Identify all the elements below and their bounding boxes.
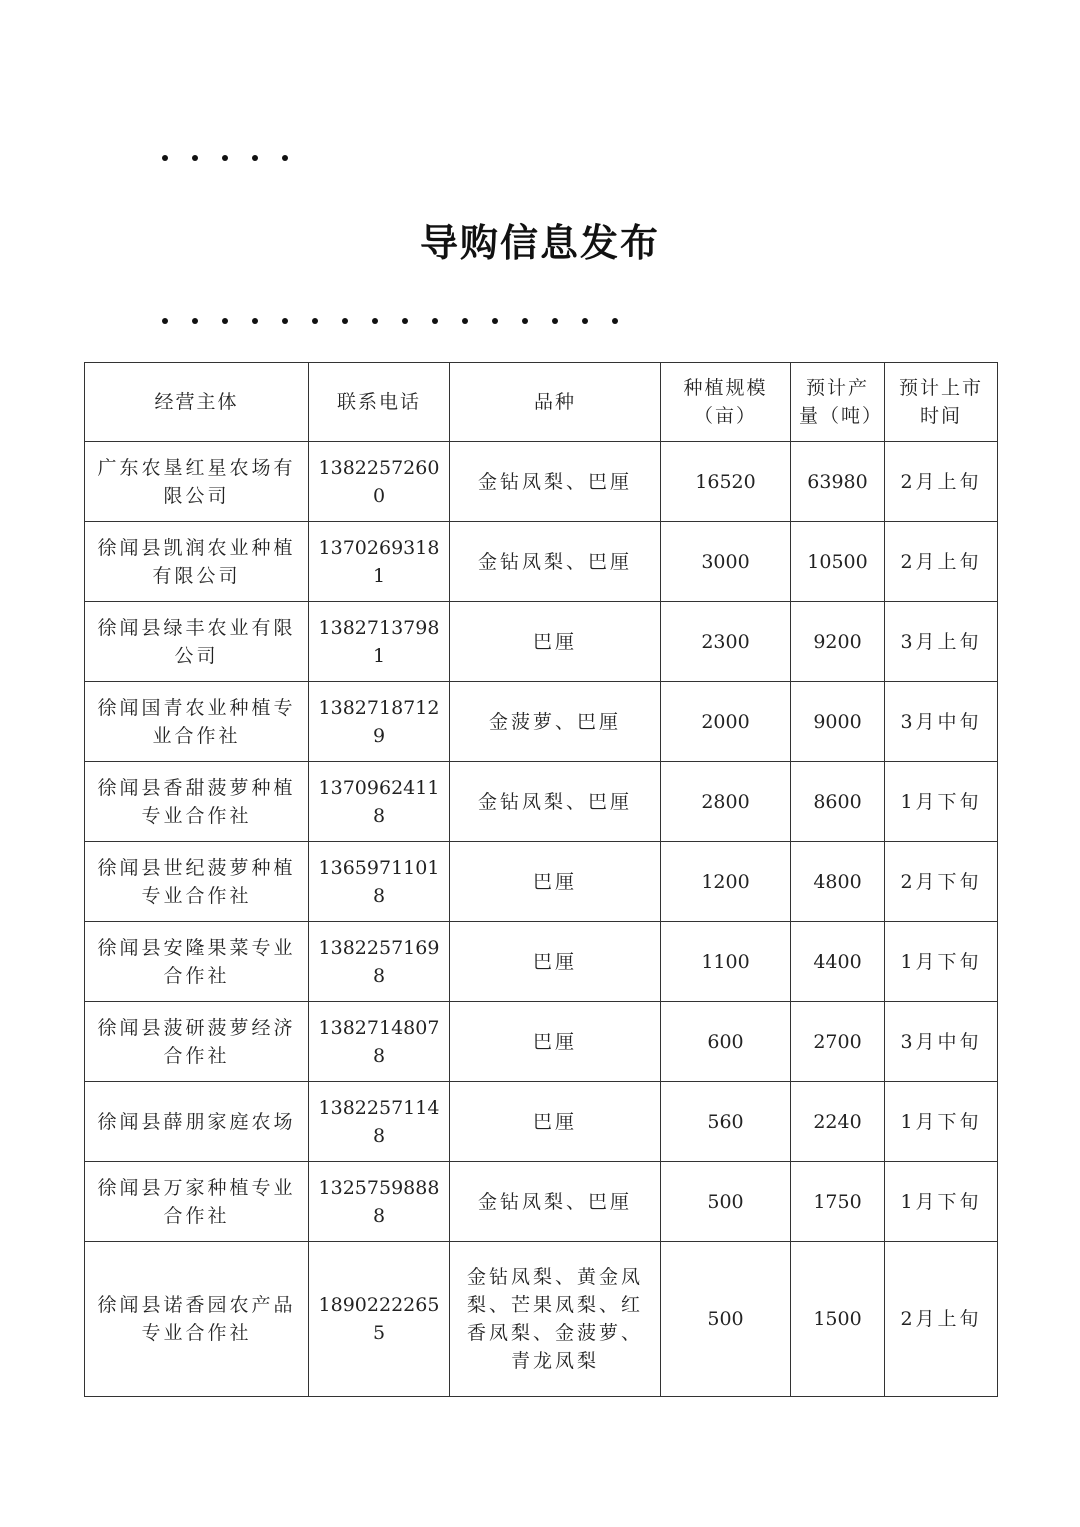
cell-area: 2300 [661,602,791,682]
cell-area: 1200 [661,842,791,922]
cell-area: 500 [661,1242,791,1397]
cell-phone: 13827148078 [309,1002,450,1082]
dot [312,318,318,324]
cell-phone: 13822571698 [309,922,450,1002]
dot [432,318,438,324]
header-yield: 预计产量（吨） [791,363,885,442]
cell-entity: 徐闻县凯润农业种植有限公司 [85,522,309,602]
cell-entity: 徐闻县绿丰农业有限公司 [85,602,309,682]
dot [342,318,348,324]
dot [402,318,408,324]
cell-variety: 金钻凤梨、黄金凤梨、芒果凤梨、红香凤梨、金菠萝、青龙凤梨 [450,1242,661,1397]
decorative-dots-bottom [162,318,642,324]
dot [192,155,198,161]
table-row [85,1082,998,1162]
cell-variety: 金钻凤梨、巴厘 [450,522,661,602]
cell-variety: 巴厘 [450,1002,661,1082]
cell-market-time: 1月下旬 [885,762,998,842]
cell-area: 600 [661,1002,791,1082]
cell-yield: 4400 [791,922,885,1002]
dot [372,318,378,324]
cell-market-time: 1月下旬 [885,1162,998,1242]
table-row [85,762,998,842]
cell-phone: 13827187129 [309,682,450,762]
cell-yield: 63980 [791,442,885,522]
cell-phone: 13659711018 [309,842,450,922]
cell-yield: 9200 [791,602,885,682]
cell-yield: 2240 [791,1082,885,1162]
cell-market-time: 3月中旬 [885,1002,998,1082]
cell-variety: 巴厘 [450,602,661,682]
cell-yield: 1750 [791,1162,885,1242]
cell-variety: 金菠萝、巴厘 [450,682,661,762]
table-row [85,682,998,762]
dot [522,318,528,324]
header-market-time: 预计上市时间 [885,363,998,442]
cell-market-time: 2月下旬 [885,842,998,922]
cell-variety: 金钻凤梨、巴厘 [450,1162,661,1242]
cell-market-time: 2月上旬 [885,1242,998,1397]
dot [162,155,168,161]
table-row [85,602,998,682]
cell-phone: 13822572600 [309,442,450,522]
cell-yield: 1500 [791,1242,885,1397]
cell-phone: 13709624118 [309,762,450,842]
dot [252,318,258,324]
cell-entity: 徐闻县菠研菠萝经济合作社 [85,1002,309,1082]
cell-market-time: 2月上旬 [885,442,998,522]
header-entity: 经营主体 [85,363,309,442]
cell-entity: 徐闻县诺香园农产品专业合作社 [85,1242,309,1397]
cell-variety: 巴厘 [450,922,661,1002]
cell-yield: 2700 [791,1002,885,1082]
header-variety: 品种 [450,363,661,442]
table-row [85,1162,998,1242]
cell-phone: 13827137981 [309,602,450,682]
cell-phone: 13702693181 [309,522,450,602]
cell-entity: 徐闻县世纪菠萝种植专业合作社 [85,842,309,922]
dot [492,318,498,324]
cell-entity: 徐闻国青农业种植专业合作社 [85,682,309,762]
page-title: 导购信息发布 [419,221,660,265]
table-row [85,922,998,1002]
cell-market-time: 2月上旬 [885,522,998,602]
cell-yield: 10500 [791,522,885,602]
cell-area: 2000 [661,682,791,762]
cell-yield: 9000 [791,682,885,762]
cell-entity: 徐闻县香甜菠萝种植专业合作社 [85,762,309,842]
cell-phone: 18902222655 [309,1242,450,1397]
cell-entity: 徐闻县薛朋家庭农场 [85,1082,309,1162]
cell-market-time: 1月下旬 [885,1082,998,1162]
cell-area: 1100 [661,922,791,1002]
dot [612,318,618,324]
table-row [85,442,998,522]
cell-yield: 4800 [791,842,885,922]
table-row [85,1002,998,1082]
cell-market-time: 3月上旬 [885,602,998,682]
cell-area: 500 [661,1162,791,1242]
dot [222,318,228,324]
cell-area: 560 [661,1082,791,1162]
cell-market-time: 3月中旬 [885,682,998,762]
cell-area: 2800 [661,762,791,842]
dot [252,155,258,161]
cell-phone: 13822571148 [309,1082,450,1162]
cell-variety: 金钻凤梨、巴厘 [450,442,661,522]
dot [282,155,288,161]
cell-area: 16520 [661,442,791,522]
header-area: 种植规模（亩） [661,363,791,442]
table-row [85,522,998,602]
table-header-row [85,363,998,442]
cell-phone: 13257598888 [309,1162,450,1242]
cell-entity: 徐闻县万家种植专业合作社 [85,1162,309,1242]
cell-variety: 金钻凤梨、巴厘 [450,762,661,842]
dot [192,318,198,324]
dot [582,318,588,324]
cell-market-time: 1月下旬 [885,922,998,1002]
cell-variety: 巴厘 [450,1082,661,1162]
dot [222,155,228,161]
table-row [85,1242,998,1397]
cell-entity: 徐闻县安隆果菜专业合作社 [85,922,309,1002]
info-table [84,362,998,1397]
table-row [85,842,998,922]
cell-variety: 巴厘 [450,842,661,922]
dot [462,318,468,324]
cell-entity: 广东农垦红星农场有限公司 [85,442,309,522]
dot [552,318,558,324]
decorative-dots-top [162,155,312,161]
cell-yield: 8600 [791,762,885,842]
dot [162,318,168,324]
cell-area: 3000 [661,522,791,602]
header-phone: 联系电话 [309,363,450,442]
dot [282,318,288,324]
